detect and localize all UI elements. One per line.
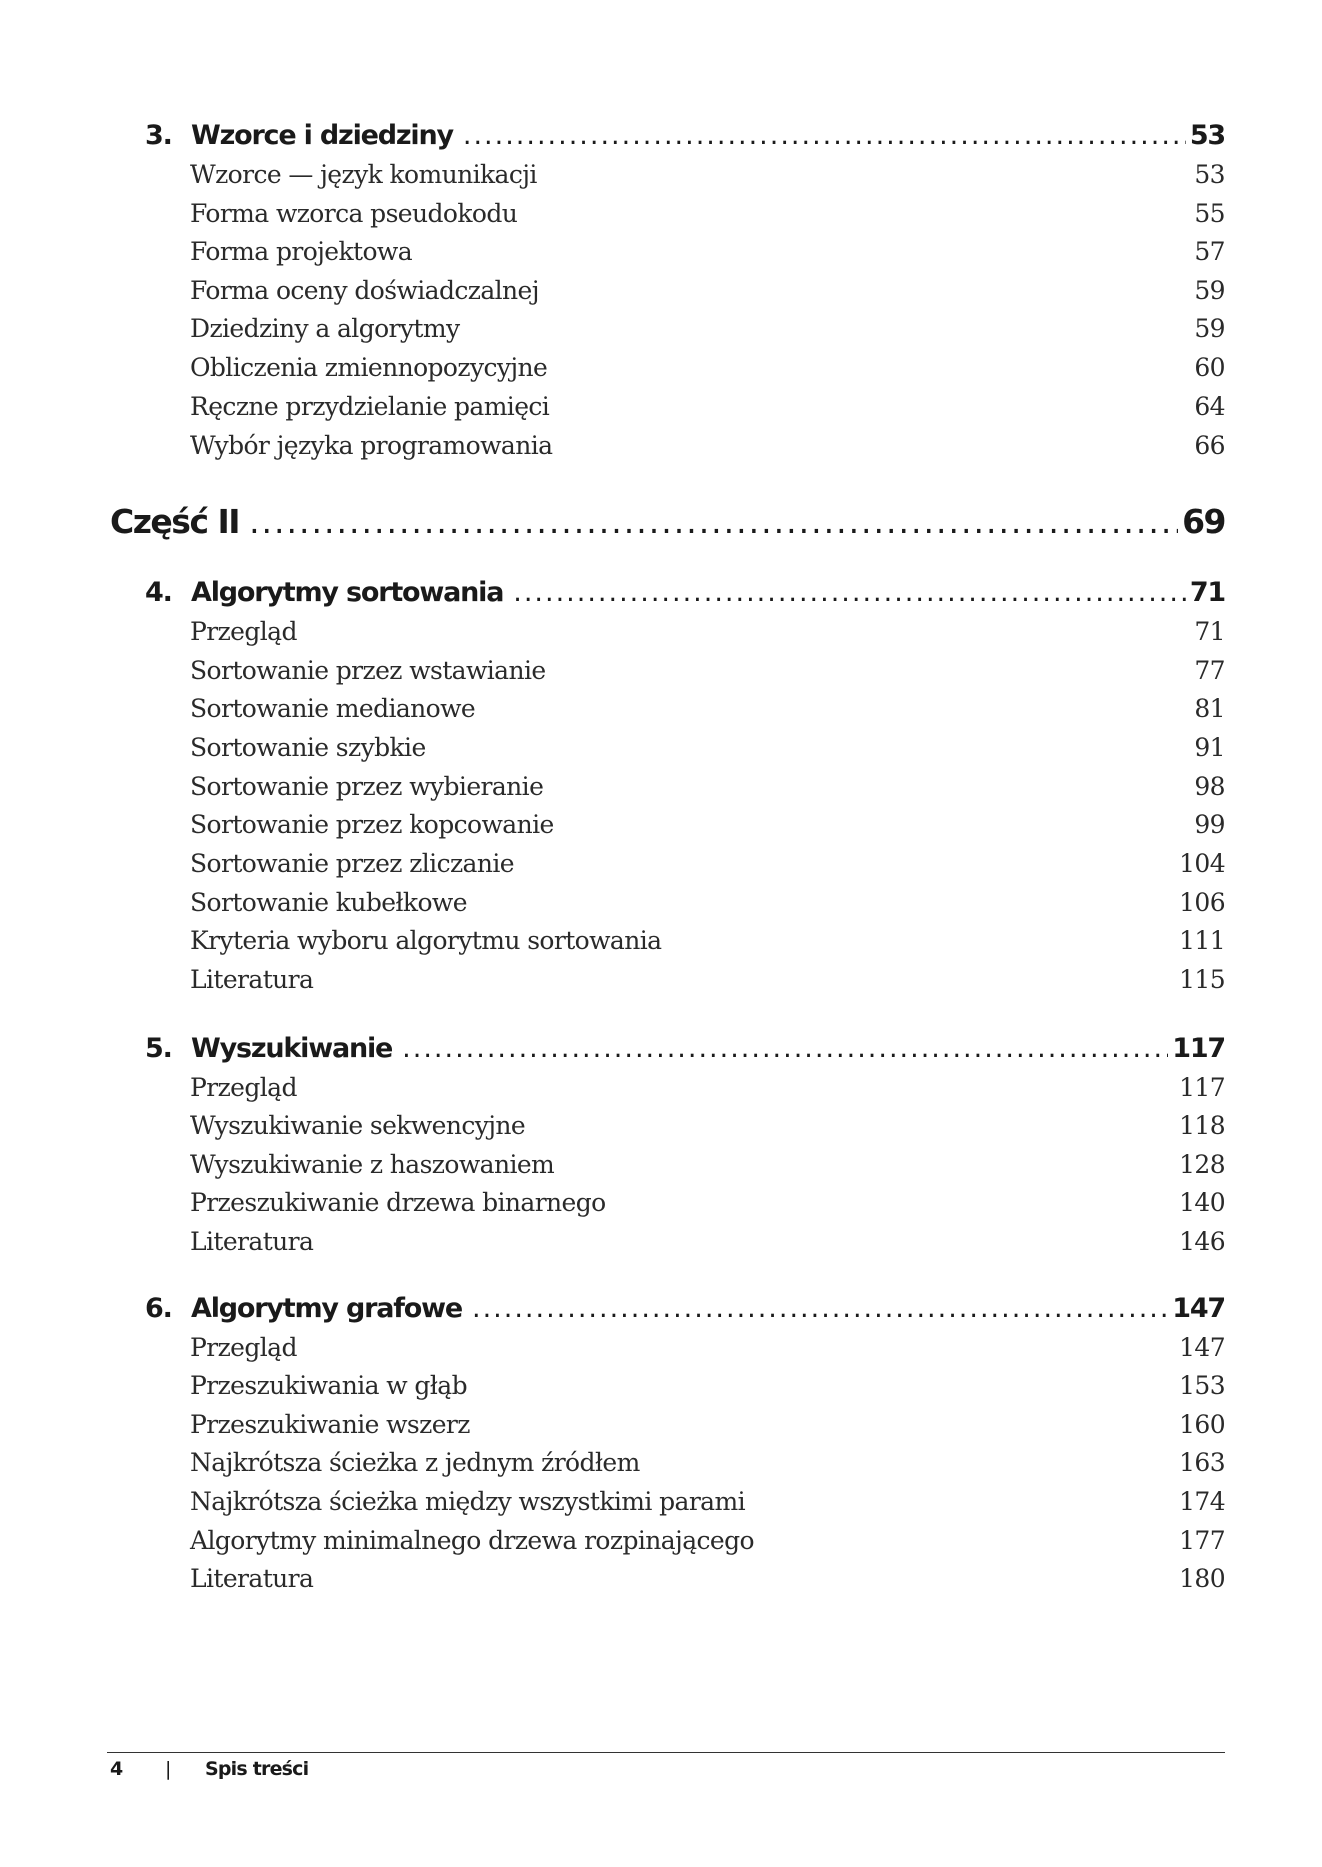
entry-page: 77: [1194, 656, 1225, 685]
toc-entry[interactable]: [190, 1371, 1225, 1407]
chapter-page: 117: [1172, 1033, 1225, 1064]
toc-entry[interactable]: [190, 392, 1225, 428]
chapter-title: Wzorce i dziedziny: [191, 120, 453, 151]
entry-title: Literatura: [190, 965, 314, 994]
toc-entry[interactable]: [190, 1487, 1225, 1523]
dot-leader: [472, 1293, 1168, 1324]
entry-page: 55: [1194, 199, 1225, 228]
toc-entry[interactable]: [190, 888, 1225, 924]
toc-entry[interactable]: [190, 1526, 1225, 1562]
entry-page: 57: [1194, 237, 1225, 266]
chapter-number: 5.: [145, 1033, 172, 1064]
toc-entry[interactable]: [190, 1188, 1225, 1224]
entry-title: Sortowanie przez wybieranie: [190, 772, 544, 801]
entry-title: Literatura: [190, 1227, 314, 1256]
entry-page: 64: [1194, 392, 1225, 421]
toc-entry[interactable]: [190, 772, 1225, 808]
entry-page: 117: [1179, 1073, 1225, 1102]
entry-title: Sortowanie przez wstawianie: [190, 656, 546, 685]
entry-title: Sortowanie medianowe: [190, 694, 476, 723]
entry-page: 174: [1179, 1487, 1225, 1516]
footer-page-number: 4: [110, 1758, 123, 1780]
footer-title: Spis treści: [205, 1758, 309, 1780]
toc-entry[interactable]: [190, 1448, 1225, 1484]
toc-entry[interactable]: [190, 694, 1225, 730]
toc-entry[interactable]: [190, 1150, 1225, 1186]
entry-title: Forma projektowa: [190, 237, 413, 266]
entry-title: Forma wzorca pseudokodu: [190, 199, 518, 228]
entry-page: 59: [1194, 314, 1225, 343]
toc-entry[interactable]: [190, 199, 1225, 235]
entry-title: Sortowanie kubełkowe: [190, 888, 467, 917]
entry-page: 160: [1179, 1410, 1225, 1439]
entry-page: 99: [1194, 810, 1225, 839]
entry-page: 118: [1179, 1111, 1225, 1140]
entry-title: Wzorce — język komunikacji: [190, 160, 537, 189]
chapter-heading[interactable]: [145, 1293, 1225, 1333]
entry-page: 98: [1194, 772, 1225, 801]
entry-title: Najkrótsza ścieżka z jednym źródłem: [190, 1448, 640, 1477]
chapter-title: Wyszukiwanie: [191, 1033, 393, 1064]
entry-page: 71: [1194, 617, 1225, 646]
footer-rule: [107, 1752, 1225, 1753]
chapter-page: 71: [1189, 577, 1225, 608]
entry-title: Forma oceny doświadczalnej: [190, 276, 539, 305]
toc-entry[interactable]: [190, 810, 1225, 846]
entry-title: Wyszukiwanie z haszowaniem: [190, 1150, 555, 1179]
entry-page: 106: [1179, 888, 1225, 917]
toc-entry[interactable]: [190, 314, 1225, 350]
toc-entry[interactable]: [190, 733, 1225, 769]
entry-page: 111: [1179, 926, 1225, 955]
entry-title: Przeszukiwanie drzewa binarnego: [190, 1188, 606, 1217]
entry-title: Obliczenia zmiennopozycyjne: [190, 353, 548, 382]
dot-leader: [463, 120, 1186, 151]
entry-title: Wyszukiwanie sekwencyjne: [190, 1111, 526, 1140]
part-page: 69: [1182, 502, 1225, 541]
chapter-title: Algorytmy sortowania: [191, 577, 504, 608]
toc-entry[interactable]: [190, 849, 1225, 885]
entry-title: Kryteria wyboru algorytmu sortowania: [190, 926, 662, 955]
entry-title: Dziedziny a algorytmy: [190, 314, 460, 343]
toc-entry[interactable]: [190, 1111, 1225, 1147]
toc-entry[interactable]: [190, 1227, 1225, 1263]
entry-title: Przeszukiwanie wszerz: [190, 1410, 470, 1439]
toc-entry[interactable]: [190, 1333, 1225, 1369]
chapter-page: 53: [1189, 120, 1225, 151]
entry-title: Wybór języka programowania: [190, 431, 553, 460]
entry-title: Przegląd: [190, 1073, 297, 1102]
entry-page: 177: [1179, 1526, 1225, 1555]
entry-page: 147: [1179, 1333, 1225, 1362]
toc-entry[interactable]: [190, 431, 1225, 467]
entry-title: Najkrótsza ścieżka między wszystkimi parami: [190, 1487, 745, 1516]
entry-page: 163: [1179, 1448, 1225, 1477]
entry-page: 146: [1179, 1227, 1225, 1256]
dot-leader: [249, 502, 1178, 541]
toc-entry[interactable]: [190, 1073, 1225, 1109]
entry-page: 66: [1194, 431, 1225, 460]
chapter-number: 6.: [145, 1293, 172, 1324]
dot-leader: [513, 577, 1186, 608]
entry-title: Sortowanie szybkie: [190, 733, 426, 762]
chapter-heading[interactable]: [145, 1033, 1225, 1073]
toc-entry[interactable]: [190, 353, 1225, 389]
chapter-heading[interactable]: [145, 577, 1225, 617]
toc-entry[interactable]: [190, 160, 1225, 196]
entry-title: Sortowanie przez kopcowanie: [190, 810, 554, 839]
chapter-heading[interactable]: [145, 120, 1225, 160]
entry-title: Sortowanie przez zliczanie: [190, 849, 514, 878]
chapter-number: 4.: [145, 577, 172, 608]
entry-page: 59: [1194, 276, 1225, 305]
entry-title: Przegląd: [190, 617, 297, 646]
entry-page: 81: [1194, 694, 1225, 723]
chapter-number: 3.: [145, 120, 172, 151]
entry-title: Literatura: [190, 1564, 314, 1593]
chapter-page: 147: [1172, 1293, 1225, 1324]
footer-separator: |: [165, 1758, 171, 1780]
toc-entry[interactable]: [190, 1410, 1225, 1446]
toc-entry[interactable]: [190, 965, 1225, 1001]
entry-page: 53: [1194, 160, 1225, 189]
dot-leader: [402, 1033, 1168, 1064]
entry-title: Algorytmy minimalnego drzewa rozpinającego: [190, 1526, 754, 1555]
toc-entry[interactable]: [190, 617, 1225, 653]
toc-entry[interactable]: [190, 656, 1225, 692]
chapter-title: Algorytmy grafowe: [191, 1293, 462, 1324]
entry-page: 104: [1179, 849, 1225, 878]
entry-page: 128: [1179, 1150, 1225, 1179]
part-title: Część II: [110, 502, 240, 541]
toc-entry[interactable]: [190, 926, 1225, 962]
entry-title: Przeszukiwania w głąb: [190, 1371, 467, 1400]
entry-page: 91: [1194, 733, 1225, 762]
entry-title: Przegląd: [190, 1333, 297, 1362]
entry-page: 180: [1179, 1564, 1225, 1593]
toc-entry[interactable]: [190, 1564, 1225, 1600]
entry-page: 60: [1194, 353, 1225, 382]
entry-page: 140: [1179, 1188, 1225, 1217]
entry-page: 153: [1179, 1371, 1225, 1400]
toc-entry[interactable]: [190, 276, 1225, 312]
entry-title: Ręczne przydzielanie pamięci: [190, 392, 550, 421]
part-heading[interactable]: [110, 502, 1225, 548]
entry-page: 115: [1179, 965, 1225, 994]
toc-entry[interactable]: [190, 237, 1225, 273]
